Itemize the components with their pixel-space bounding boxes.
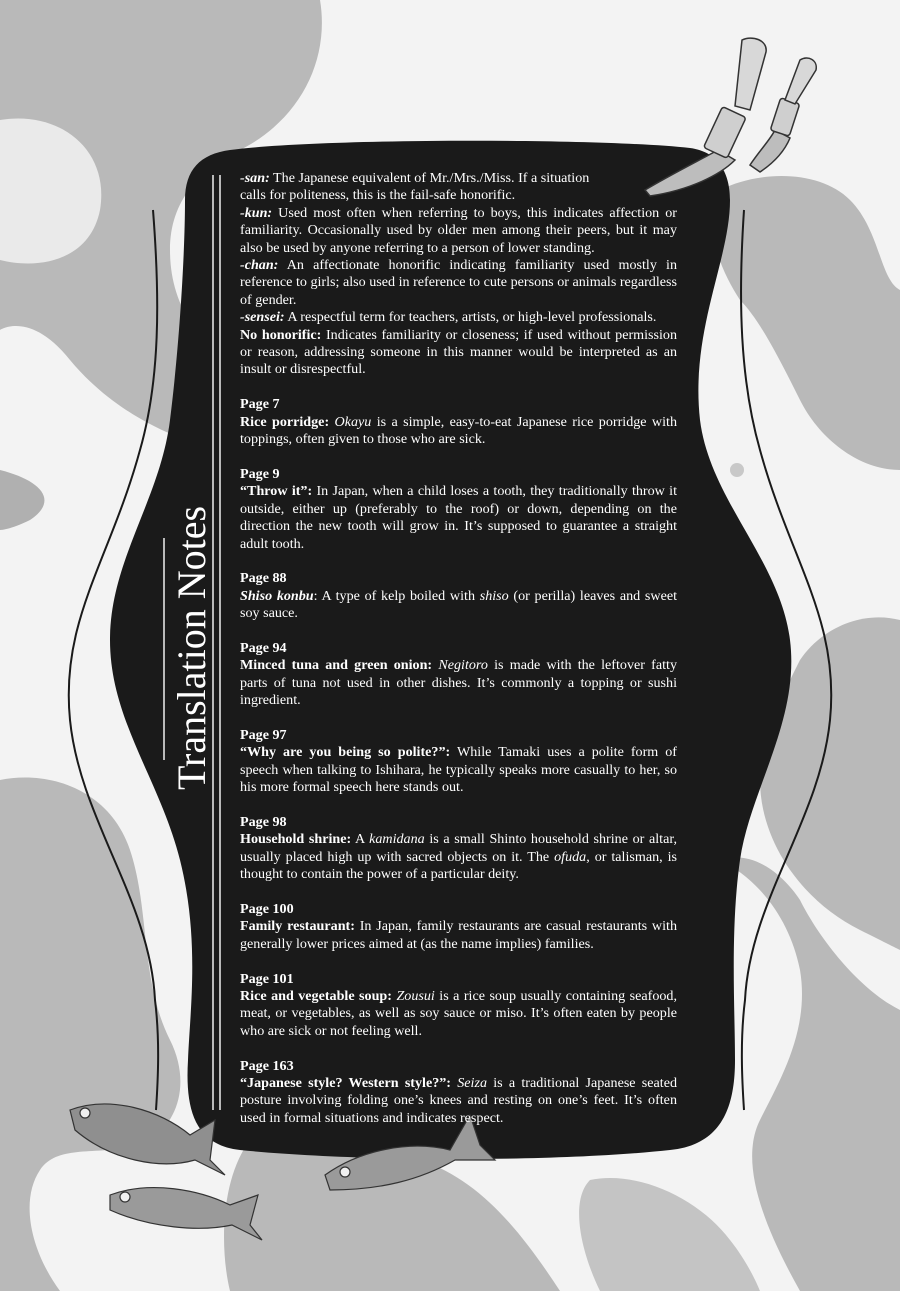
note-page-label: Page 100 [240, 900, 294, 917]
note-entry: “Why are you being so polite?”: While Tamaki uses a polite form of speech when talking to Ishihara, he typically speaks more casually to her, so his more formal speech here stands out. [240, 744, 677, 796]
note-entry: Shiso konbu: A type of kelp boiled with shiso (or perilla) leaves and sweet soy sauce. [240, 587, 677, 622]
honorific-kun: -kun: Used most often when referring to boys, this indicates affection or familiarity. Occasionally used by older men among their peers, but it may also be used by anyone referring to a person of lower standing. [240, 204, 677, 256]
note-page-label: Page 97 [240, 726, 287, 743]
note-entry: Rice porridge: Okayu is a simple, easy-to-eat Japanese rice porridge with toppings, often given to those who are sick. [240, 413, 677, 448]
note-entry: Family restaurant: In Japan, family restaurants are casual restaurants with generally lower prices aimed at (as the name implies) families. [240, 918, 677, 952]
note-page-label: Page 101 [240, 970, 294, 987]
note-entry: Rice and vegetable soup: Zousui is a rice soup usually containing seafood, meat, or vegetables, as well as soy sauce or miso. It’s often eaten by people who are sick or not feeling well. [240, 987, 678, 1039]
note-page-label: Page 98 [240, 813, 287, 830]
honorific-chan: -chan: An affectionate honorific indicating familiarity used mostly in reference to girls; also used in reference to cute persons or animals regardless of gender. [240, 257, 677, 308]
note-entry: Minced tuna and green onion: Negitoro is made with the leftover fatty parts of tuna not used in other dishes. It’s commonly a topping or sushi ingredient. [240, 657, 677, 709]
note-entry: “Japanese style? Western style?”: Seiza is a traditional Japanese seated posture involving folding one’s knees and resting on one’s feet. It’s often used in formal situations and indicates respect. [240, 1074, 678, 1126]
honorific-none: No honorific: Indicates familiarity or closeness; if used without permission or reason, addressing someone in this manner would be interpreted as an insult or disrespectful. [240, 326, 677, 378]
page-title: Translation Notes [169, 505, 214, 790]
note-page-label: Page 94 [240, 639, 287, 656]
honorific-san: -san: The Japanese equivalent of Mr./Mrs./Miss. If a situation calls for politeness, this is the fail-safe honorific. [240, 170, 590, 204]
note-entry: Household shrine: A kamidana is a small Shinto household shrine or altar, usually placed high up with sacred objects on it. The ofuda, or talisman, is thought to contain the power of a particular deity. [240, 831, 677, 883]
note-page-label: Page 163 [240, 1057, 294, 1074]
note-page-label: Page 88 [240, 570, 287, 587]
title-container [169, 505, 214, 790]
note-entry: “Throw it”: In Japan, when a child loses a tooth, they traditionally throw it outside, either up (preferably to the roof) or down, depending on the direction the new tooth will grow in. It’s supposed to guarantee a straight adult tooth. [240, 483, 677, 552]
note-page-label: Page 7 [240, 396, 280, 413]
notes-content [240, 170, 677, 1127]
honorific-sensei: -sensei: A respectful term for teachers, artists, or high-level professionals. [240, 309, 657, 326]
note-page-label: Page 9 [240, 465, 280, 482]
